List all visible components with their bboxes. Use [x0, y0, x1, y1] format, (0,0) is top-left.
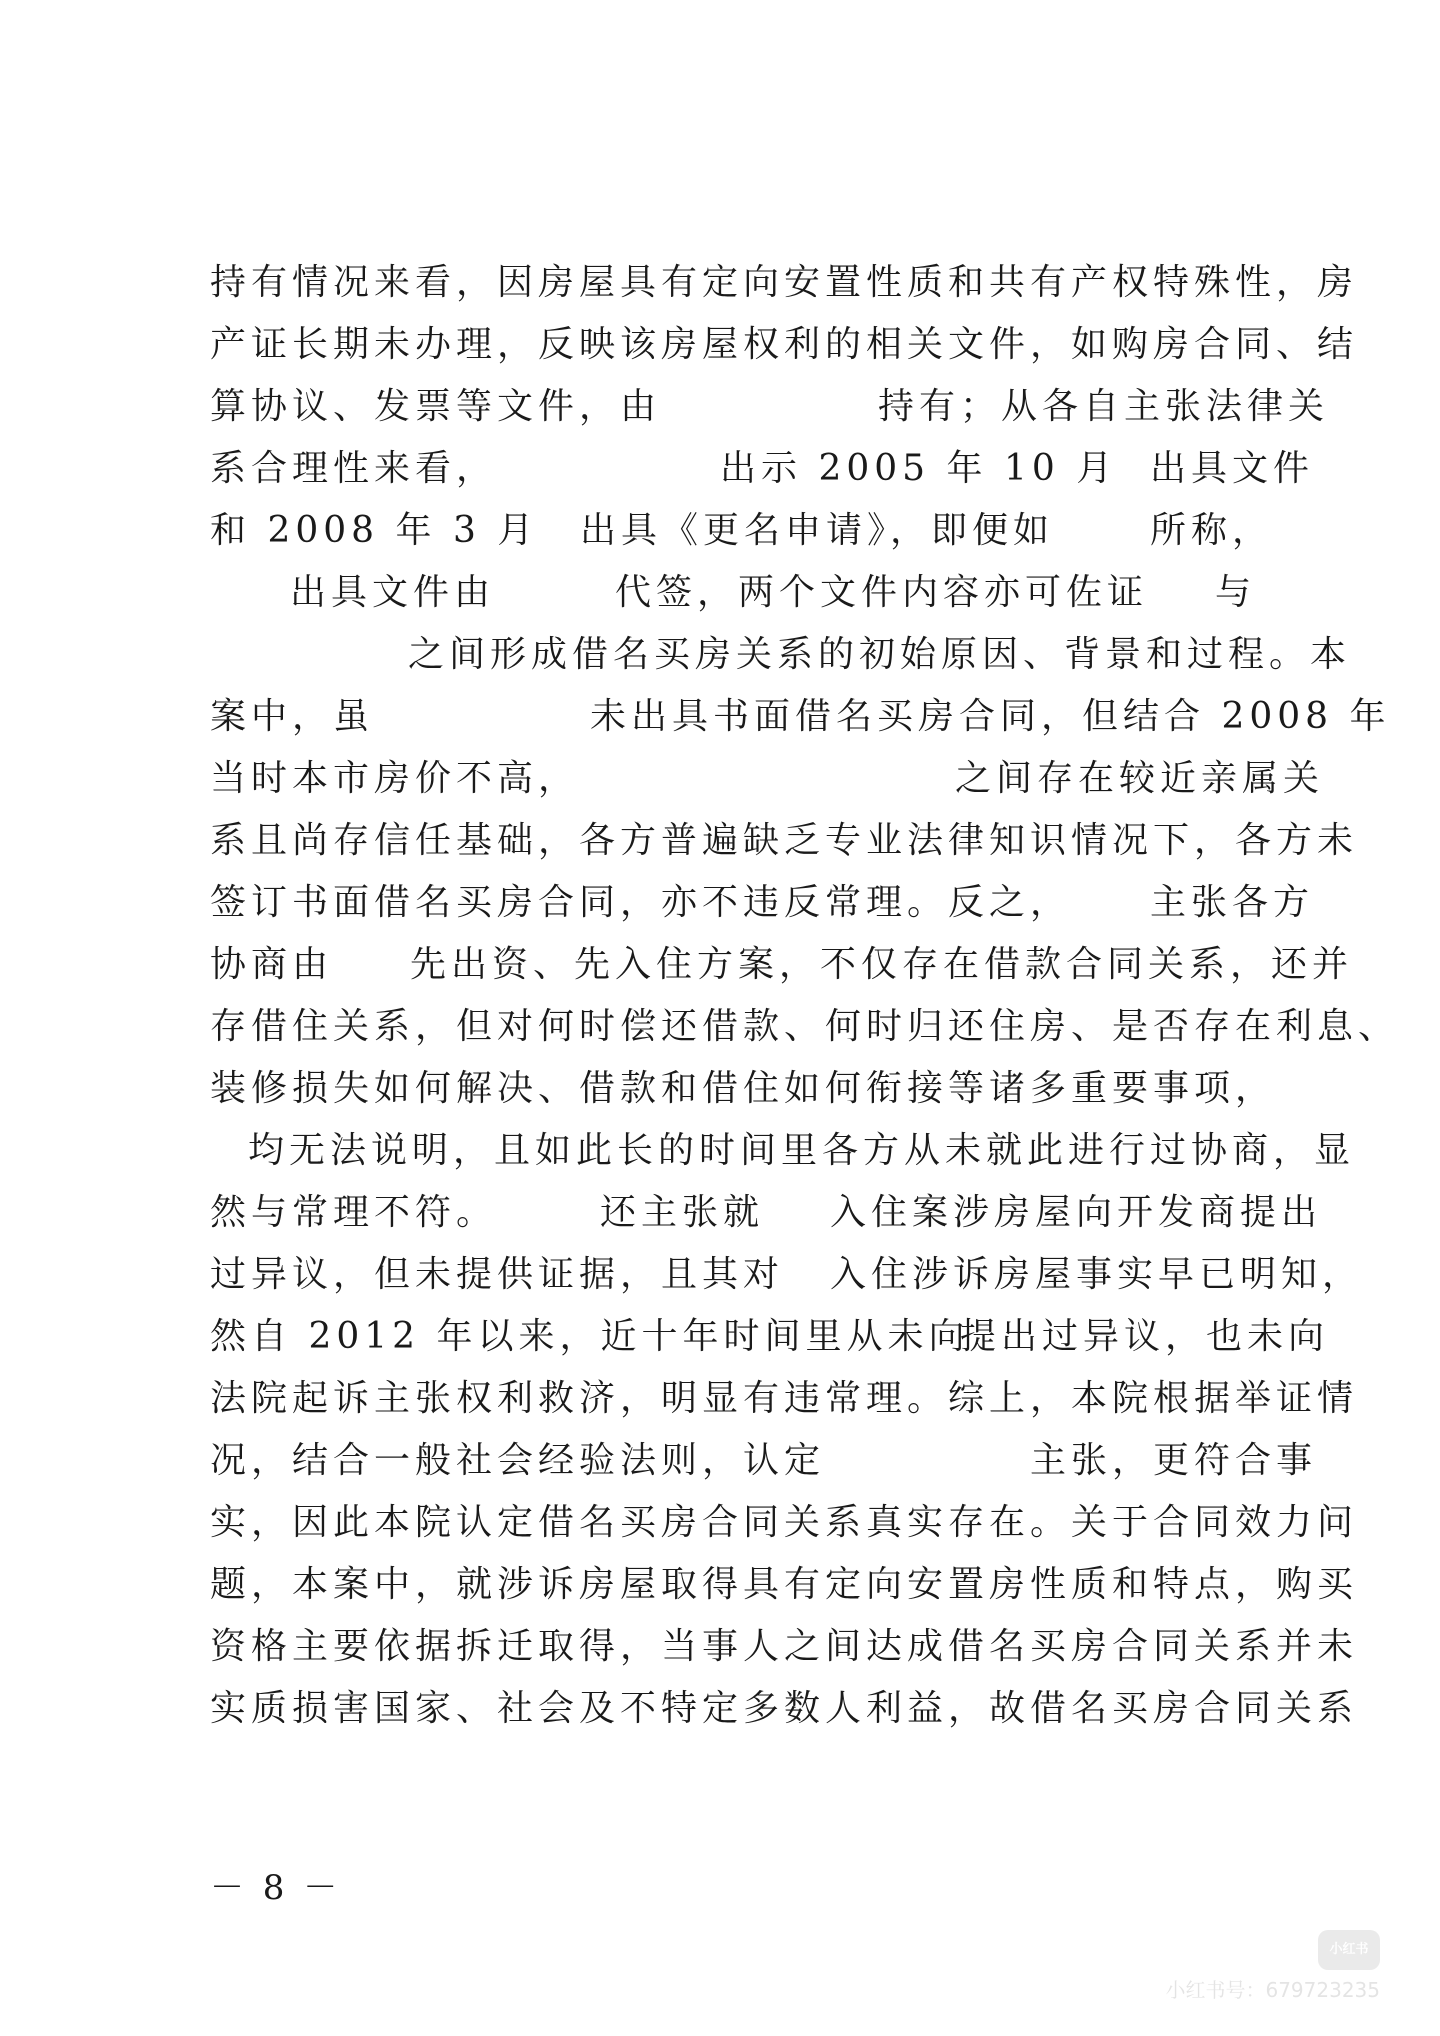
text-line: [210, 1492, 1359, 1554]
text-line: [210, 438, 1315, 500]
text-line: [210, 872, 1315, 934]
text-segment: 入住涉诉房屋事实早已明知，: [830, 1254, 1364, 1295]
text-line: [210, 376, 1330, 438]
text-segment: 装修损失如何解决、借款和借住如何衔接等诸多重要事项，: [210, 1068, 1277, 1109]
text-segment: 题，本案中，就涉诉房屋取得具有定向安置房性质和特点，购买: [210, 1564, 1359, 1605]
text-line: [210, 810, 1359, 872]
text-line: [210, 1678, 1359, 1740]
text-line: [210, 1554, 1359, 1616]
text-segment: 与: [1215, 572, 1257, 613]
text-segment: 主张，更符合事: [1030, 1440, 1318, 1481]
text-line: [210, 1244, 1364, 1306]
text-line: [210, 252, 1359, 314]
text-segment: 未出具书面借名买房合同，但结合 2008 年: [590, 696, 1391, 737]
text-segment: 出具文件: [1150, 448, 1315, 489]
text-segment: 案中，虽: [210, 696, 375, 737]
text-segment: 资格主要依据拆迁取得，当事人之间达成借名买房合同关系并未: [210, 1626, 1359, 1667]
text-segment: 况，结合一般社会经验法则，认定: [210, 1440, 826, 1481]
text-segment: 算协议、发票等文件，由: [210, 386, 662, 427]
text-segment: 系且尚存信任基础，各方普遍缺乏专业法律知识情况下，各方未: [210, 820, 1359, 861]
text-line: [210, 1430, 1318, 1492]
text-line: [210, 1182, 1323, 1244]
text-segment: 入住案涉房屋向开发商提出: [830, 1192, 1323, 1233]
text-segment: 之间存在较近亲属关: [955, 758, 1325, 799]
text-segment: 法院起诉主张权利救济，明显有违常理。综上，本院根据举证情: [210, 1378, 1359, 1419]
text-segment: 然与常理不符。: [210, 1192, 498, 1233]
watermark-logo-icon: 小红书: [1318, 1930, 1380, 1970]
text-segment: 实，因此本院认定借名买房合同关系真实存在。关于合同效力问: [210, 1502, 1359, 1543]
text-segment: 然自 2012 年以来，近十年时间里从未向: [210, 1316, 970, 1357]
text-line: [210, 314, 1359, 376]
text-segment: 之间形成借名买房关系的初始原因、背景和过程。本: [408, 634, 1352, 675]
text-segment: 主张各方: [1150, 882, 1315, 923]
text-line: [210, 1120, 1356, 1182]
text-segment: 和 2008 年 3 月: [210, 510, 539, 551]
text-line: [210, 1306, 1330, 1368]
watermark: [1110, 1930, 1380, 2010]
text-line: [210, 500, 1310, 562]
text-segment: 出具《更名申请》，即便如: [580, 510, 1055, 551]
text-segment: 系合理性来看，: [210, 448, 498, 489]
text-line: [210, 624, 1352, 686]
text-segment: 持有；从各自主张法律关: [878, 386, 1330, 427]
text-segment: 协商由: [210, 944, 334, 985]
page-number: － 8 －: [210, 1868, 342, 1908]
text-segment: 出具文件由: [290, 572, 496, 613]
text-segment: 存借住关系，但对何时偿还借款、何时归还住房、是否存在利息、: [210, 1006, 1400, 1047]
text-line: [210, 562, 1310, 624]
watermark-id: 小红书号：679723235: [1165, 1978, 1380, 2002]
text-line: [210, 1616, 1359, 1678]
text-segment: 先出资、先入住方案，不仅存在借款合同关系，还并: [410, 944, 1354, 985]
text-line: [210, 934, 1354, 996]
text-segment: 持有情况来看，因房屋具有定向安置性质和共有产权特殊性，房: [210, 262, 1359, 303]
text-line: [210, 686, 1391, 748]
text-line: [210, 748, 1325, 810]
text-segment: 均无法说明，且如此长的时间里各方从未就此进行过协商，显: [248, 1130, 1356, 1171]
text-segment: 出示 2005 年 10 月: [720, 448, 1118, 489]
text-line: [210, 1368, 1359, 1430]
text-line: [210, 1058, 1310, 1120]
text-segment: 所称，: [1150, 510, 1274, 551]
text-segment: 代签，两个文件内容亦可佐证: [615, 572, 1149, 613]
text-line: [210, 996, 1400, 1058]
text-segment: 签订书面借名买房合同，亦不违反常理。反之，: [210, 882, 1072, 923]
text-segment: 产证长期未办理，反映该房屋权利的相关文件，如购房合同、结: [210, 324, 1359, 365]
text-segment: 提出过异议，也未向: [960, 1316, 1330, 1357]
text-segment: 当时本市房价不高，: [210, 758, 580, 799]
text-segment: 过异议，但未提供证据，且其对: [210, 1254, 785, 1295]
body-text: [210, 252, 1400, 1740]
text-segment: 实质损害国家、社会及不特定多数人利益，故借名买房合同关系: [210, 1688, 1359, 1729]
text-segment: 还主张就: [600, 1192, 765, 1233]
